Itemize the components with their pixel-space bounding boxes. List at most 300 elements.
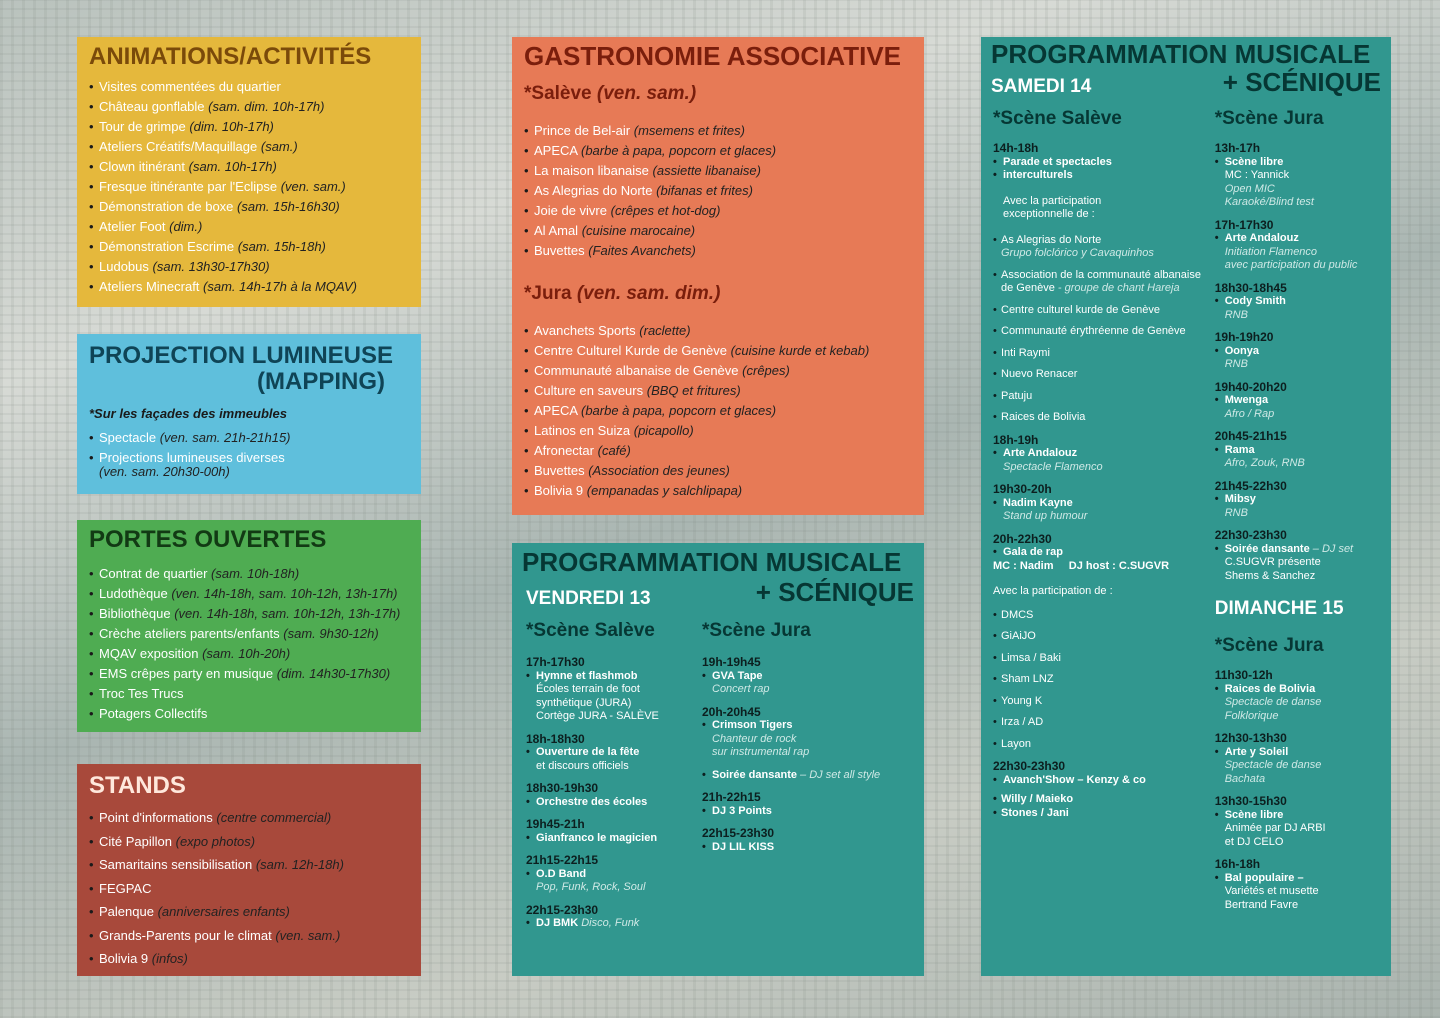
slot-act: • Ouverture de la fête bbox=[526, 746, 702, 760]
group-name: Inti Raymi bbox=[1001, 346, 1050, 359]
program-slot bbox=[1215, 282, 1381, 323]
slot-time: 18h-18h30 bbox=[526, 731, 585, 746]
gastro-saleve-heading bbox=[524, 83, 912, 105]
list-item bbox=[524, 181, 912, 201]
slot-act: • DJ 3 Points bbox=[702, 805, 912, 819]
group-sub: - groupe de chant Hareja bbox=[1057, 282, 1180, 294]
group-item bbox=[993, 269, 1215, 296]
group-item bbox=[993, 347, 1215, 361]
item-detail: (infos) bbox=[151, 951, 188, 966]
item-detail: (assiette libanaise) bbox=[652, 163, 761, 178]
projection-list bbox=[89, 431, 409, 479]
vendredi-title: PROGRAMMATION MUSICALE bbox=[522, 547, 902, 577]
item-name: Tour de grimpe bbox=[99, 119, 186, 134]
item-detail: (barbe à papa, popcorn et glaces) bbox=[580, 403, 777, 418]
item-detail: (bifanas et frites) bbox=[656, 183, 753, 198]
gastro-jura-list bbox=[524, 321, 912, 501]
item-detail: (ven. sam. 20h30-00h) bbox=[99, 464, 230, 479]
slot-time: 12h30-13h30 bbox=[1214, 731, 1287, 745]
list-item bbox=[89, 217, 409, 237]
program-slot bbox=[702, 769, 912, 783]
group-name: Raices de Bolivia bbox=[1001, 411, 1086, 423]
animations-list bbox=[89, 77, 409, 297]
slot-act: • Rama bbox=[1215, 444, 1381, 458]
item-name: Ludobus bbox=[99, 259, 149, 274]
slot-sub: avec participation du public bbox=[1224, 259, 1358, 271]
item-name: Bibliothèque bbox=[99, 606, 171, 621]
item-detail: (Faites Avanchets) bbox=[588, 243, 696, 258]
group-item bbox=[993, 390, 1215, 404]
item-detail: (sam. 10h-17h) bbox=[188, 159, 277, 174]
list-item bbox=[89, 704, 409, 724]
item-detail: (sam. 15h-18h) bbox=[237, 239, 326, 254]
item-detail: (expo photos) bbox=[175, 833, 256, 849]
artist-item: • Limsa / Baki bbox=[993, 652, 1215, 666]
vendredi-jura-title: *Scène Jura bbox=[702, 620, 811, 641]
samedi-slot-1 bbox=[993, 142, 1215, 425]
slot-line: Cortège JURA - SALÈVE bbox=[536, 710, 659, 722]
item-name: APECA bbox=[534, 403, 578, 418]
slot-sub: RNB bbox=[1224, 358, 1248, 370]
samedi-slot-3 bbox=[993, 483, 1215, 524]
slot-inline: – DJ set all style bbox=[800, 768, 881, 781]
item-name: Bolivia 9 bbox=[534, 483, 584, 498]
gastro-saleve-list bbox=[524, 121, 912, 261]
samedi-title-2: + SCÉNIQUE bbox=[1222, 67, 1381, 97]
slot-note: Avec la participation bbox=[1003, 194, 1102, 207]
slot-line: synthétique (JURA) bbox=[536, 696, 632, 709]
item-name: Bolivia 9 bbox=[99, 951, 149, 966]
slot-time: 20h45-21h15 bbox=[1214, 429, 1287, 443]
slot-line: Animée par DJ ARBI bbox=[1224, 822, 1326, 834]
animations-title: ANIMATIONS/ACTIVITÉS bbox=[89, 43, 372, 70]
slot-act: • Arte Andalouz bbox=[993, 447, 1215, 461]
slot-act: • Gala de rap bbox=[993, 546, 1215, 560]
vendredi-saleve-title: *Scène Salève bbox=[526, 620, 655, 641]
item-name: EMS crêpes party en musique bbox=[99, 666, 274, 681]
list-item bbox=[89, 900, 409, 924]
list-item bbox=[524, 461, 912, 481]
list-item bbox=[524, 481, 912, 501]
item-name: Point d'informations bbox=[99, 810, 213, 825]
program-slot bbox=[1215, 331, 1381, 372]
slot-act: • Oonya bbox=[1215, 345, 1381, 359]
item-detail: (sam. 10h-20h) bbox=[202, 646, 291, 661]
samedi-artists bbox=[993, 609, 1215, 752]
program-slot bbox=[526, 854, 702, 895]
slot-time: 22h30-23h30 bbox=[1214, 528, 1287, 542]
slot-act-name: Soirée dansante bbox=[1224, 542, 1310, 555]
list-item bbox=[524, 161, 912, 181]
group-item bbox=[993, 411, 1215, 425]
slot-time: 19h-19h20 bbox=[1214, 330, 1274, 344]
projection-title: PROJECTION LUMINEUSE bbox=[89, 342, 394, 369]
samedi-jura-slots bbox=[1215, 142, 1381, 583]
artist-item: • Layon bbox=[993, 738, 1215, 752]
vendredi-panel bbox=[512, 543, 924, 976]
slot-act: • Cody Smith bbox=[1215, 295, 1381, 309]
list-item bbox=[524, 421, 912, 441]
item-name: Grands-Parents pour le climat bbox=[99, 927, 272, 943]
samedi-slot-5 bbox=[993, 760, 1215, 820]
slot-line: et discours officiels bbox=[536, 759, 629, 772]
list-item bbox=[524, 401, 912, 421]
slot-act: • Orchestre des écoles bbox=[526, 796, 702, 810]
item-detail: (cuisine kurde et kebab) bbox=[730, 343, 870, 358]
samedi-saleve-title: *Scène Salève bbox=[993, 108, 1122, 129]
slot-note: Avec la participation de : bbox=[993, 585, 1113, 597]
slot-note-2: exceptionnelle de : bbox=[1003, 208, 1095, 220]
gastro-jura-heading bbox=[524, 283, 912, 305]
slot-sub: sur instrumental rap bbox=[712, 746, 810, 758]
item-name: Avanchets Sports bbox=[534, 323, 636, 338]
slot-act: • O.D Band bbox=[526, 868, 702, 882]
item-detail: (sam. 15h-16h30) bbox=[237, 199, 340, 214]
artist-item: • Young K bbox=[993, 695, 1215, 709]
program-slot bbox=[526, 904, 702, 931]
item-detail: (café) bbox=[597, 443, 631, 458]
item-name: MQAV exposition bbox=[99, 646, 199, 661]
group-name: Nuevo Renacer bbox=[1001, 368, 1078, 380]
list-item bbox=[89, 277, 409, 297]
group-name: As Alegrias do Norte bbox=[1001, 233, 1102, 246]
item-name: Contrat de quartier bbox=[99, 566, 208, 581]
slot-sub: RNB bbox=[1224, 308, 1248, 321]
vendredi-title-row bbox=[522, 575, 914, 609]
item-name: Cité Papillon bbox=[99, 833, 172, 849]
slot-time: 20h-22h30 bbox=[993, 531, 1052, 546]
slot-sub: Spectacle de danse bbox=[1224, 696, 1322, 708]
item-detail: (sam. 10h-18h) bbox=[211, 566, 300, 581]
portes-panel bbox=[77, 520, 421, 732]
slot-sub: Karaoké/Blind test bbox=[1224, 196, 1314, 208]
list-item bbox=[89, 431, 409, 445]
program-slot bbox=[702, 656, 912, 697]
slot-time: 19h40-20h20 bbox=[1214, 379, 1287, 394]
group-name: Communauté érythréenne de Genève bbox=[1001, 325, 1186, 337]
slot-act: • Bal populaire – bbox=[1215, 872, 1381, 886]
samedi-saleve bbox=[991, 109, 1215, 921]
slot-act: • Scène libre bbox=[1215, 809, 1381, 823]
item-name: Démonstration Escrime bbox=[99, 239, 235, 254]
item-name: Ludothèque bbox=[99, 586, 168, 601]
item-detail: (sam. dim. 10h-17h) bbox=[208, 99, 325, 114]
slot-act-row bbox=[526, 917, 702, 931]
slot-time: 14h-18h bbox=[993, 141, 1039, 155]
list-item bbox=[89, 624, 409, 644]
list-item bbox=[524, 221, 912, 241]
group-name: Association de la communauté albanaise de Genève bbox=[1001, 268, 1201, 294]
slot-time: 22h15-23h30 bbox=[702, 826, 775, 840]
list-item bbox=[89, 684, 409, 704]
slot-time: 19h30-20h bbox=[993, 482, 1052, 496]
program-slot bbox=[526, 656, 702, 724]
slot-act: • Hymne et flashmob bbox=[526, 670, 702, 684]
list-item bbox=[89, 853, 409, 877]
list-item bbox=[89, 664, 409, 684]
slot-time: 19h45-21h bbox=[526, 817, 585, 831]
list-item bbox=[89, 924, 409, 948]
item-name: Projections lumineuses diverses bbox=[99, 450, 285, 465]
slot-more-1: • Willy / Maieko bbox=[993, 793, 1215, 807]
list-item bbox=[89, 157, 409, 177]
slot-sub: Afro / Rap bbox=[1224, 407, 1275, 420]
item-name: Palenque bbox=[99, 904, 154, 919]
item-detail: (empanadas y salchlipapa) bbox=[586, 483, 743, 498]
program-slot bbox=[1215, 142, 1381, 210]
item-name: Latinos en Suiza bbox=[534, 423, 631, 438]
item-detail: (sam. 13h30-17h30) bbox=[152, 259, 270, 274]
item-name: Buvettes bbox=[534, 463, 585, 478]
slot-line: et DJ CELO bbox=[1224, 835, 1284, 848]
slot-time: 21h-22h15 bbox=[702, 790, 761, 804]
group-name: Patuju bbox=[1001, 389, 1033, 402]
vendredi-jura bbox=[702, 621, 912, 940]
vendredi-title-2: + SCÉNIQUE bbox=[755, 577, 914, 607]
item-detail: (BBQ et fritures) bbox=[646, 383, 741, 398]
slot-sub: Folklorique bbox=[1224, 709, 1279, 722]
projection-panel bbox=[77, 334, 421, 494]
list-item bbox=[89, 257, 409, 277]
item-name: Communauté albanaise de Genève bbox=[534, 363, 739, 378]
vendredi-columns bbox=[522, 621, 914, 940]
item-detail: (ven. 14h-18h, sam. 10h-12h, 13h-17h) bbox=[174, 606, 401, 621]
slot-act: • Gianfranco le magicien bbox=[526, 832, 702, 846]
vendredi-saleve bbox=[522, 621, 702, 940]
program-slot bbox=[1215, 669, 1381, 723]
slot-act: • Raices de Bolivia bbox=[1215, 683, 1381, 697]
item-detail: (crêpes) bbox=[742, 363, 790, 378]
list-item bbox=[524, 321, 912, 341]
item-name: Fresque itinérante par l'Eclipse bbox=[99, 179, 278, 194]
program-slot bbox=[1215, 430, 1381, 471]
item-detail: (ven. sam.) bbox=[280, 179, 346, 194]
program-slot bbox=[526, 782, 702, 809]
samedi-jura-title: *Scène Jura bbox=[1214, 108, 1324, 129]
list-item bbox=[524, 341, 912, 361]
item-detail: (ven. 14h-18h, sam. 10h-12h, 13h-17h) bbox=[171, 586, 398, 601]
list-item bbox=[89, 564, 409, 584]
list-item bbox=[89, 117, 409, 137]
list-item bbox=[524, 241, 912, 261]
program-slot bbox=[1215, 480, 1381, 521]
list-item bbox=[89, 451, 409, 479]
item-name: Joie de vivre bbox=[534, 203, 607, 218]
item-detail: (ven. sam.) bbox=[275, 927, 341, 943]
list-item bbox=[524, 361, 912, 381]
item-name: Centre Culturel Kurde de Genève bbox=[534, 343, 727, 358]
gastro-jura-title: *Jura bbox=[524, 283, 572, 304]
slot-sub: Initiation Flamenco bbox=[1224, 245, 1318, 258]
slot-time: 21h15-22h15 bbox=[526, 853, 599, 867]
program-slot bbox=[1215, 795, 1381, 849]
slot-time: 18h-19h bbox=[993, 432, 1039, 447]
slot-sub: Stand up humour bbox=[1003, 510, 1088, 522]
program-slot bbox=[702, 827, 912, 854]
item-detail: (msemens et frites) bbox=[633, 123, 745, 138]
slot-time: 20h-20h45 bbox=[702, 704, 761, 719]
item-detail: (anniversaires enfants) bbox=[157, 904, 290, 919]
list-item bbox=[89, 77, 409, 97]
item-detail: (sam. 12h-18h) bbox=[255, 857, 344, 872]
slot-act: • Mwenga bbox=[1215, 394, 1381, 408]
item-name: Clown itinérant bbox=[99, 159, 185, 174]
list-item bbox=[89, 237, 409, 257]
slot-sub: RNB bbox=[1224, 506, 1248, 519]
slot-more-2: • Stones / Jani bbox=[993, 807, 1215, 821]
projection-subtitle: *Sur les façades des immeubles bbox=[89, 406, 287, 421]
slot-time: 21h45-22h30 bbox=[1214, 478, 1287, 493]
slot-mc: MC : Nadim DJ host : C.SUGVR bbox=[993, 559, 1170, 572]
slot-act: • Arte y Soleil bbox=[1215, 746, 1381, 760]
list-item bbox=[89, 584, 409, 604]
group-item bbox=[993, 304, 1215, 318]
item-name: FEGPAC bbox=[99, 880, 152, 896]
list-item bbox=[89, 806, 409, 830]
slot-act: • Scène libre bbox=[1215, 156, 1381, 170]
slot-act: • Nadim Kayne bbox=[993, 497, 1215, 511]
samedi-slot-4 bbox=[993, 533, 1215, 752]
slot-sub: Spectacle Flamenco bbox=[1003, 460, 1103, 473]
dimanche-jura-title: *Scène Jura bbox=[1214, 635, 1324, 656]
slot-inline: Disco, Funk bbox=[581, 917, 640, 929]
item-detail: (cuisine marocaine) bbox=[581, 223, 696, 238]
program-slot bbox=[1215, 858, 1381, 912]
slot-time: 18h30-18h45 bbox=[1214, 280, 1287, 295]
item-name: Al Amal bbox=[534, 223, 579, 238]
dimanche-jura-slots bbox=[1215, 669, 1381, 912]
slot-act: • GVA Tape bbox=[702, 670, 912, 684]
samedi-columns bbox=[991, 109, 1381, 921]
item-detail: (sam.) bbox=[260, 139, 298, 154]
list-item bbox=[524, 141, 912, 161]
projection-title-2: (MAPPING) bbox=[257, 368, 385, 395]
artist-item: • GiAiJO bbox=[993, 630, 1215, 644]
list-item bbox=[524, 381, 912, 401]
list-item bbox=[89, 947, 409, 971]
item-name: Prince de Bel-air bbox=[534, 123, 631, 138]
slot-line: MC : Yannick bbox=[1224, 169, 1290, 181]
stands-title: STANDS bbox=[89, 772, 186, 799]
item-name: Samaritains sensibilisation bbox=[99, 857, 253, 872]
item-detail: (centre commercial) bbox=[216, 810, 332, 825]
gastro-title: GASTRONOMIE ASSOCIATIVE bbox=[524, 41, 902, 71]
slot-line: Shems & Sanchez bbox=[1224, 569, 1316, 582]
group-sub: Grupo folclórico y Cavaquinhos bbox=[1001, 247, 1154, 259]
list-item bbox=[89, 830, 409, 854]
gastro-panel bbox=[512, 37, 924, 515]
vendredi-jura-slots bbox=[702, 656, 912, 854]
slot-act: • Crimson Tigers bbox=[702, 719, 912, 733]
list-item bbox=[89, 177, 409, 197]
item-detail: (dim. 10h-17h) bbox=[189, 119, 274, 134]
slot-act: • Parade et spectacles bbox=[993, 156, 1215, 170]
slot-sub: Pop, Funk, Rock, Soul bbox=[536, 881, 646, 893]
list-item bbox=[89, 604, 409, 624]
item-name: Buvettes bbox=[534, 243, 585, 258]
item-detail: (Association des jeunes) bbox=[588, 463, 730, 478]
slot-act-row bbox=[1215, 543, 1381, 557]
item-name: APECA bbox=[534, 143, 578, 158]
slot-sub: Open MIC bbox=[1224, 182, 1275, 195]
item-detail: (dim.) bbox=[169, 219, 203, 234]
portes-list bbox=[89, 564, 409, 724]
slot-time: 18h30-19h30 bbox=[526, 781, 599, 795]
slot-line: Variétés et musette bbox=[1224, 885, 1319, 897]
gastro-saleve-days: (ven. sam.) bbox=[596, 83, 697, 104]
program-slot bbox=[526, 818, 702, 845]
list-item bbox=[89, 97, 409, 117]
item-detail: (picapollo) bbox=[633, 423, 694, 438]
item-detail: (sam. 9h30-12h) bbox=[283, 626, 379, 641]
item-detail: (raclette) bbox=[639, 323, 691, 338]
slot-time: 11h30-12h bbox=[1214, 668, 1273, 682]
item-name: Spectacle bbox=[99, 430, 157, 445]
item-name: Ateliers Minecraft bbox=[99, 279, 200, 294]
slot-act-name: DJ BMK bbox=[536, 917, 579, 929]
program-slot bbox=[1215, 219, 1381, 273]
slot-time: 13h-17h bbox=[1214, 141, 1261, 155]
item-detail: (dim. 14h30-17h30) bbox=[276, 666, 391, 681]
samedi-title: PROGRAMMATION MUSICALE bbox=[991, 39, 1371, 69]
vendredi-saleve-slots bbox=[526, 656, 702, 931]
item-name: As Alegrias do Norte bbox=[534, 183, 653, 198]
samedi-day: SAMEDI 14 bbox=[991, 76, 1092, 97]
samedi-panel bbox=[981, 37, 1391, 976]
program-slot bbox=[1215, 529, 1381, 583]
item-detail: (crêpes et hot-dog) bbox=[610, 203, 721, 218]
list-item bbox=[89, 877, 409, 901]
slot-time: 22h15-23h30 bbox=[526, 902, 599, 917]
slot-more bbox=[993, 793, 1215, 820]
slot-time: 17h-17h30 bbox=[1214, 217, 1274, 232]
slot-line: Bertrand Favre bbox=[1224, 898, 1299, 911]
item-name: Crèche ateliers parents/enfants bbox=[99, 626, 280, 641]
slot-act: • Mibsy bbox=[1215, 493, 1381, 507]
slot-time: 13h30-15h30 bbox=[1214, 794, 1287, 808]
list-item bbox=[89, 644, 409, 664]
list-item bbox=[89, 197, 409, 217]
list-item bbox=[524, 441, 912, 461]
item-detail: (barbe à papa, popcorn et glaces) bbox=[580, 143, 777, 158]
list-item bbox=[524, 121, 912, 141]
list-item bbox=[89, 137, 409, 157]
slot-sub: Chanteur de rock bbox=[712, 732, 797, 745]
item-name: Ateliers Créatifs/Maquillage bbox=[99, 139, 258, 154]
program-slot bbox=[1215, 381, 1381, 422]
group-item bbox=[993, 234, 1215, 261]
slot-act-row bbox=[702, 769, 912, 783]
item-detail: (sam. 14h-17h à la MQAV) bbox=[203, 279, 357, 294]
samedi-slot-2 bbox=[993, 434, 1215, 475]
animations-panel bbox=[77, 37, 421, 307]
program-slot bbox=[702, 706, 912, 760]
slot-time: 16h-18h bbox=[1214, 857, 1261, 871]
samedi-jura bbox=[1215, 109, 1381, 921]
vendredi-day: VENDREDI 13 bbox=[526, 588, 651, 609]
slot-sub: Bachata bbox=[1224, 772, 1266, 785]
slot-sub: Concert rap bbox=[712, 683, 770, 695]
item-name: Culture en saveurs bbox=[534, 383, 644, 398]
item-name: Troc Tes Trucs bbox=[99, 686, 184, 701]
group-item bbox=[993, 368, 1215, 382]
group-item bbox=[993, 325, 1215, 339]
slot-time: 19h-19h45 bbox=[702, 655, 761, 669]
slot-sub: Spectacle de danse bbox=[1224, 759, 1322, 771]
list-item bbox=[524, 201, 912, 221]
artist-item: • Irza / AD bbox=[993, 716, 1215, 730]
program-slot bbox=[702, 791, 912, 818]
